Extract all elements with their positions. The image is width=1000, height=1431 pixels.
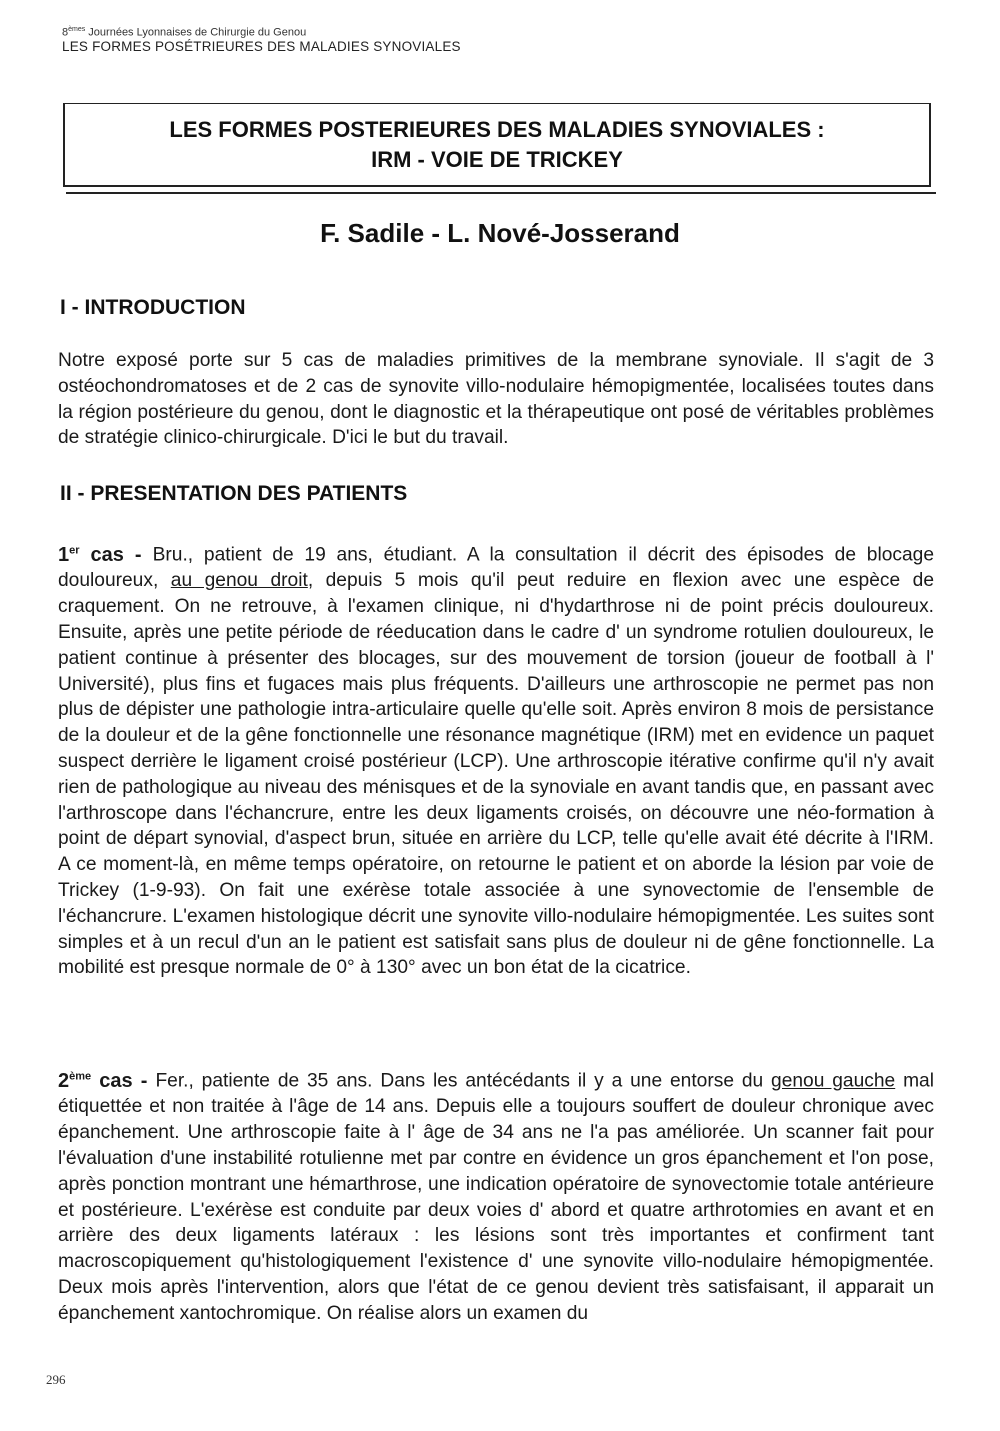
case-2-paragraph: 2ème cas - Fer., patiente de 35 ans. Dans les antécédants il y a une entorse du genou gauche mal étiquettée et non traitée à l'âge de 14 ans. Depuis elle a toujours souffert de douleur chronique avec épanchement. Une arthroscopie faite à l' âge de 34 ans ne l'a pas améliorée. Un scanner fait pour l'évaluation d'une instabilité rotulienne met par contre en évidence un gros épanchement et l'on pose, après ponction montrant une hémarthrose, une indication opératoire de synovectomie totale antérieure et postérieure. L'exérèse est conduite par deux voies d' abord et quatre arthrotomies en avant et en arrière des deux ligaments latéraux : les lésions sont très importantes et confirment tant macroscopiquement qu'histologiquement l'existence d' une synovite villo-nodulaire hémopigmentée. Deux mois après l'intervention, alors que l'état de ce genou devient très satisfaisant, il apparait un épanchement xantochromique. On réalise alors un examen du [58,1069,934,1324]
case-1-paragraph: 1er cas - Bru., patient de 19 ans, étudiant. A la consultation il décrit des épisodes de blocage douloureux, au genou droit, depuis 5 mois qu'il peut reduire en flexion avec une espèce de craquement. On ne retrouve, à l'examen clinique, ni d'hydarthrose ni de point précis douloureux. Ensuite, après une petite période de réeducation dans le cadre d' un syndrome rotulien douloureux, le patient continue à présenter des blocages, sur des mouvement de torsion (joueur de football à l' Université), plus fins et fugaces mais plus fréquents. D'ailleurs une arthroscopie ne permet pas non plus de dépister une pathologie intra-articulaire quelle qu'elle soit. Après environ 8 mois de persistance de la douleur et de la gêne fonctionnelle une résonance magnétique (IRM) met en evidence un paquet suspect derrière le ligament croisé postérieur (LCP). Une arthroscopie itérative confirme qu'il n'y avait rien de pathologique au niveau des ménisques et de la synoviale en avant tandis que, en passant avec l'arthroscope dans l'échancrure, entre les deux ligaments croisés, on découvre une néo-formation à point de départ synovial, d'aspect brun, située en arrière du LCP, telle qu'elle avait été décrite à l'IRM. A ce moment-là, en même temps opératoire, on retourne le patient et on aborde la lésion par voie de Trickey (1-9-93). On fait une exérèse totale associée à une synovectomie de l'ensemble de l'échancrure. L'examen histologique décrit une synovite villo-nodulaire hémopigmentée. Les suites sont simples et à un recul d'un an le patient est satisfait sans plus de douleur ni de gêne fonctionnelle. La mobilité est presque normale de 0° à 130° avec un bon état de la cicatrice. [58,543,935,979]
case-2-underlined-location: genou gauche [771,1070,896,1092]
page-number: 296 [46,1372,66,1387]
title-box-shadow-rule [66,192,936,200]
running-head [62,26,461,55]
title-line-1: LES FORMES POSTERIEURES DES MALADIES SYNOVIALES : [169,116,825,142]
introduction-paragraph: Notre exposé porte sur 5 cas de maladies primitives de la membrane synoviale. Il s'agit de 3 ostéochondromatoses et de 2 cas de synovite villo-nodulaire hémopigmentée, localisées toutes dans la région postérieure du genou, dont le diagnostic et la thérapeutique ont posé de véritables problèmes de stratégie clinico-chirurgicale. D'ici le but du travail. [58,350,934,449]
title-box [63,103,931,187]
case-1-label: 1er cas - [58,543,153,566]
running-head-topic: LES FORMES POSÉTRIEURES DES MALADIES SYNOVIALES [62,39,461,55]
case-1-underlined-location: au genou droit [170,570,308,592]
authors: F. Sadile - L. Nové-Josserand [320,218,680,248]
section-heading-introduction: I - INTRODUCTION [60,296,246,319]
section-heading-patients: II - PRESENTATION DES PATIENTS [60,482,408,505]
title-line-2: IRM - VOIE DE TRICKEY [371,146,623,172]
running-head-conference: 8èmes Journées Lyonnaises de Chirurgie du Genou [62,26,307,39]
case-2-label: 2ème cas - [58,1069,156,1092]
